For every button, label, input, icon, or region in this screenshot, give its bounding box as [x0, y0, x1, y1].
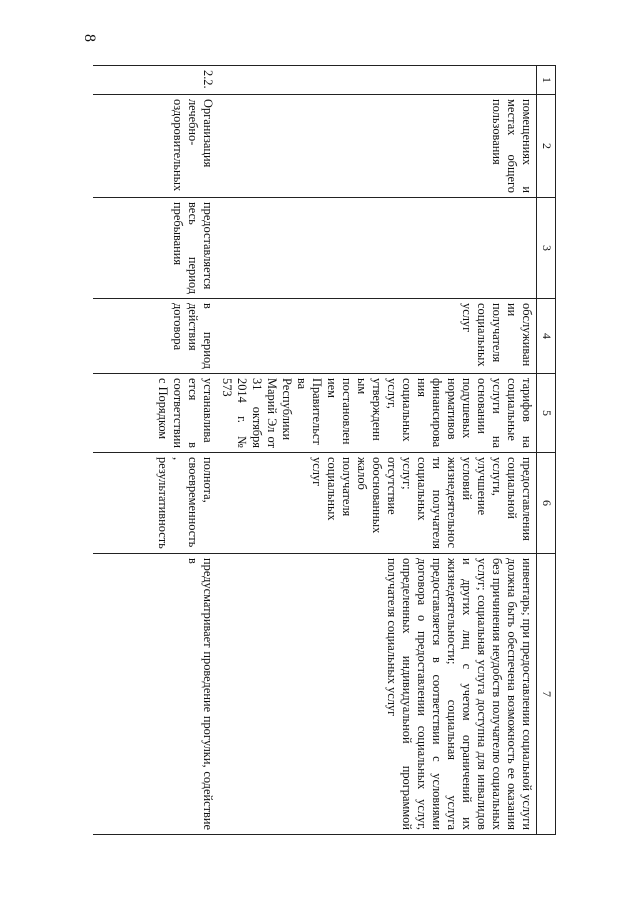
cell-quality-indicators: полнота, своевременность, результативность	[93, 453, 217, 554]
header-col-6: 6	[537, 453, 556, 554]
cell-number	[217, 66, 537, 95]
cell-conditions: предусматривает проведение прогулки, содействие в	[93, 554, 217, 835]
header-col-7: 7	[537, 554, 556, 835]
header-col-5: 5	[537, 374, 556, 453]
cell-number: 2.2.	[93, 66, 217, 95]
cell-tariff: тарифов на социальные услуги на основании подушевых нормативов финансирования социальных услуг, утвержденным постановлением Правительства Республики Марий Эл от 31 октября 2014 г. № 573	[217, 374, 537, 453]
services-table	[93, 65, 556, 835]
table-header-row	[537, 66, 556, 835]
cell-tariff: устанавливается в соответствии с Порядком	[93, 374, 217, 453]
page-number: 8	[81, 34, 98, 42]
header-col-2: 2	[537, 95, 556, 198]
cell-volume: предоставляется весь период пребывания	[93, 198, 217, 299]
cell-conditions: инвентарь; при предоставлении социальной услуги должна быть обеспечена возможность ее оказания без причинения неудобств получателю социальных услуг; социальная услуга доступна для инвалидов и других лиц с учетом ограничений их жизнедеятельности; социальная услуга предоставляется в соответствии с условиями договора о предоставлении социальных услуг, определенных индивидуальной программой получателя социальных услуг	[217, 554, 537, 835]
cell-term: обслуживании получателя социальных услуг	[217, 299, 537, 374]
header-col-3: 3	[537, 198, 556, 299]
header-col-4: 4	[537, 299, 556, 374]
header-col-1: 1	[537, 66, 556, 95]
cell-quality-indicators: предоставления социальной услуги, улучшение условий жизнедеятельности получателя социальных услуг; отсутствие обоснованных жалоб получателя социальных услуг	[217, 453, 537, 554]
cell-service-name: Организация лечебно-оздоровительных	[93, 95, 217, 198]
cell-volume	[217, 198, 537, 299]
table-row	[93, 66, 217, 835]
cell-service-name: помещениях и местах общего пользования	[217, 95, 537, 198]
table-row	[217, 66, 537, 835]
cell-term: в период действия договора	[93, 299, 217, 374]
rotated-table-container	[96, 65, 556, 835]
